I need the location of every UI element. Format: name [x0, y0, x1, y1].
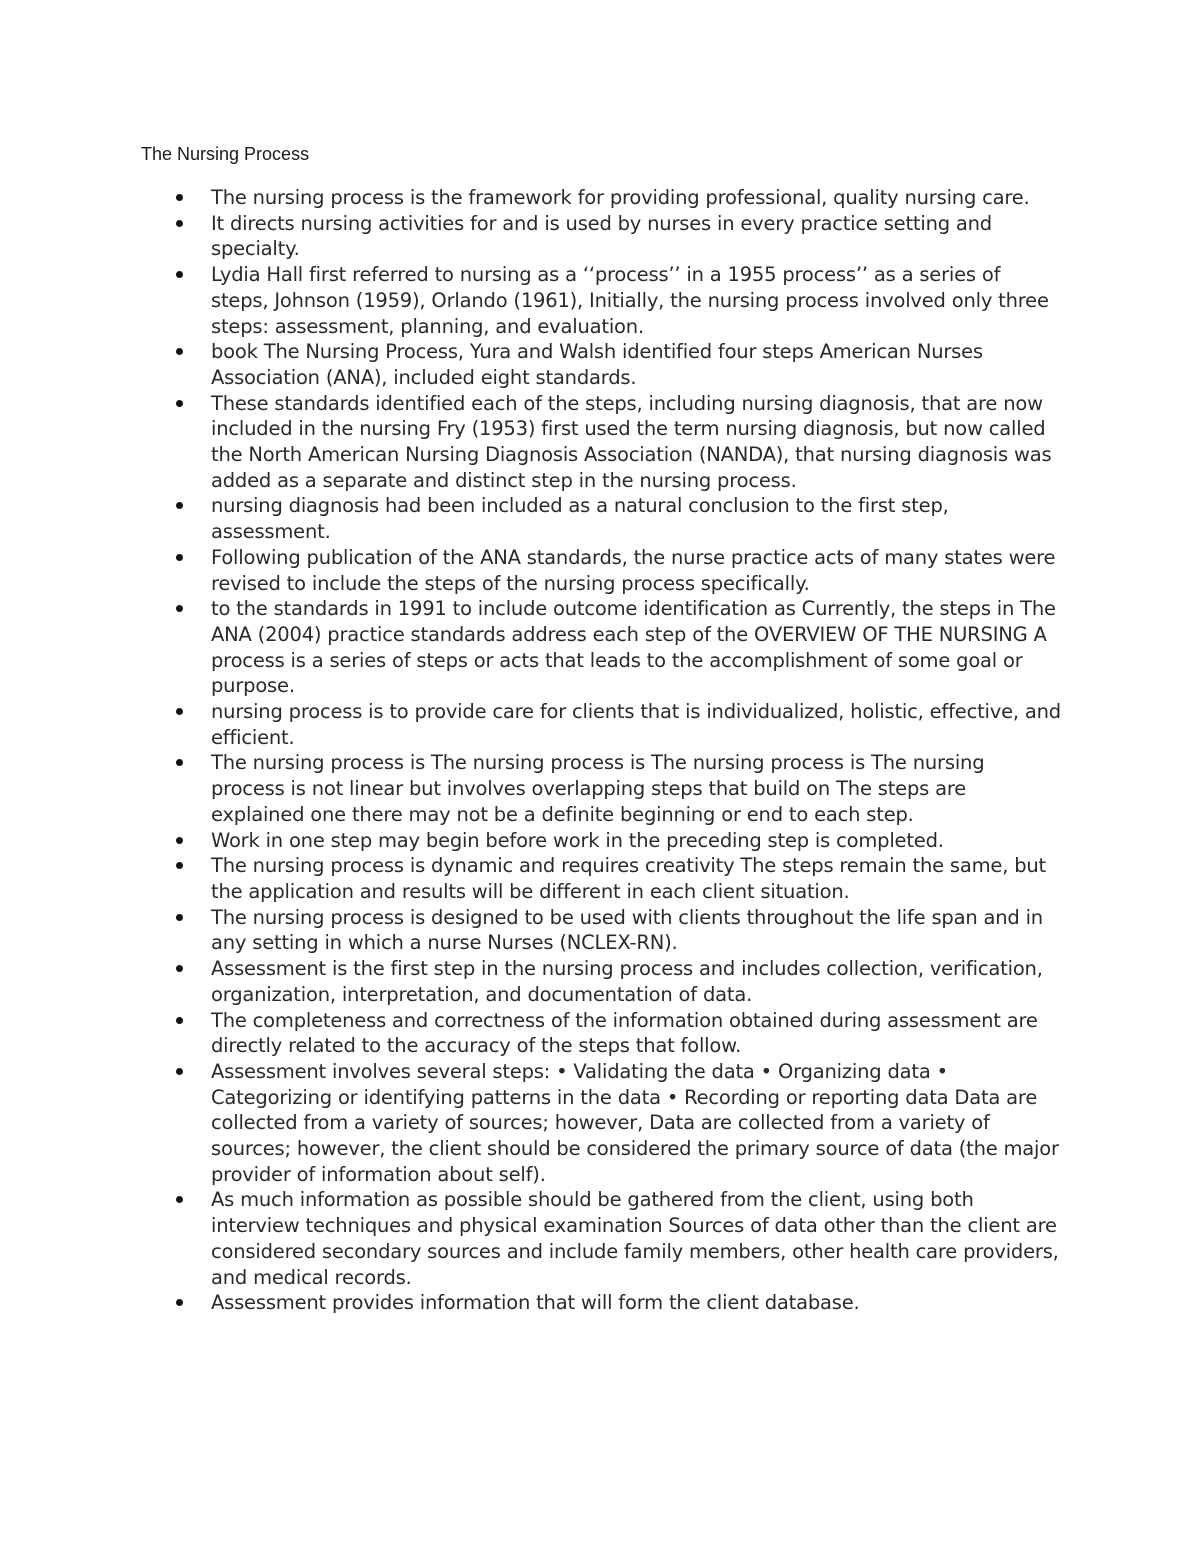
bullet-item: [0, 596, 1061, 699]
bullet-text: The nursing process is the framework for providing professional, quality nursing care.: [211, 186, 1030, 209]
bullet-item: [0, 1187, 1061, 1290]
bullet-text: Assessment is the first step in the nursing process and includes collection, verification, organization, interpretation, and documentation of data.: [211, 957, 1043, 1006]
bullet-item: [0, 699, 1061, 750]
bullet-icon: [176, 194, 183, 201]
bullet-icon: [176, 554, 183, 561]
bullet-list: [0, 185, 1200, 1316]
bullet-text: to the standards in 1991 to include outcome identification as Currently, the steps in The ANA (2004) practice standards address each step of the OVERVIEW OF THE NURSING A process is a series of steps or acts that leads to the accomplishment of some goal or purpose.: [211, 597, 1056, 698]
bullet-text: The completeness and correctness of the information obtained during assessment are directly related to the accuracy of the steps that follow.: [211, 1008, 1038, 1058]
bullet-icon: [176, 220, 183, 227]
bullet-item: [0, 1008, 1061, 1059]
bullet-text: Work in one step may begin before work in the preceding step is completed.: [211, 828, 944, 852]
bullet-text: Lydia Hall first referred to nursing as a ‘‘process’’ in a 1955 process’’ as a series of steps, Johnson (1959), Orlando (1961), Initially, the nursing process involved only three steps: assessment, planning, and evaluation.: [211, 263, 1049, 338]
bullet-icon: [176, 348, 183, 355]
bullet-icon: [176, 400, 183, 407]
bullet-icon: [176, 1068, 183, 1075]
document-title: The Nursing Process: [141, 144, 310, 164]
bullet-item: [0, 185, 1061, 211]
bullet-icon: [176, 837, 183, 844]
bullet-item: [0, 262, 1061, 339]
bullet-item: [0, 211, 1061, 262]
bullet-icon: [176, 914, 183, 921]
bullet-item: [0, 750, 1061, 827]
bullet-item: [0, 493, 1061, 544]
bullet-text: book The Nursing Process, Yura and Walsh identified four steps American Nurses Association (ANA), included eight standards.: [211, 340, 983, 389]
bullet-icon: [176, 502, 183, 509]
bullet-text: The nursing process is dynamic and requires creativity The steps remain the same, but the application and results will be different in each client situation.: [211, 854, 1047, 903]
bullet-item: [0, 853, 1061, 904]
bullet-text: These standards identified each of the steps, including nursing diagnosis, that are now included in the nursing Fry (1953) first used the term nursing diagnosis, but now called the North American Nursing Diagnosis Association (NANDA), that nursing diagnosis was added as a separate and distinct step in the nursing process.: [211, 391, 1052, 492]
bullet-item: [0, 545, 1061, 596]
bullet-item: [0, 828, 1061, 854]
bullet-item: [0, 956, 1061, 1007]
bullet-item: [0, 339, 1061, 390]
bullet-icon: [176, 759, 183, 766]
bullet-icon: [176, 1299, 183, 1306]
bullet-text: Assessment involves several steps: • Validating the data • Organizing data • Categorizing or identifying patterns in the data • Recording or reporting data Data are collected from a variety of sources; however, Data are collected from a variety of sources; however, the client should be considered the primary source of data (the major provider of information about self).: [211, 1059, 1059, 1186]
bullet-text: It directs nursing activities for and is used by nurses in every practice setting and specialty.: [211, 211, 992, 261]
bullet-icon: [176, 862, 183, 869]
bullet-icon: [176, 1196, 183, 1203]
bullet-item: [0, 905, 1061, 956]
bullet-text: Following publication of the ANA standards, the nurse practice acts of many states were revised to include the steps of the nursing process specifically.: [211, 545, 1056, 595]
bullet-item: [0, 1290, 1061, 1316]
bullet-icon: [176, 605, 183, 612]
bullet-item: [0, 1059, 1061, 1188]
bullet-text: The nursing process is designed to be used with clients throughout the life span and in any setting in which a nurse Nurses (NCLEX-RN).: [211, 905, 1043, 955]
bullet-text: The nursing process is The nursing process is The nursing process is The nursing process is not linear but involves overlapping steps that build on The steps are explained one there may not be a definite beginning or end to each step.: [211, 751, 985, 826]
bullet-icon: [176, 965, 183, 972]
bullet-text: nursing diagnosis had been included as a natural conclusion to the first step, assessment.: [211, 494, 949, 544]
bullet-icon: [176, 271, 183, 278]
bullet-icon: [176, 708, 183, 715]
bullet-text: Assessment provides information that will form the client database.: [211, 1291, 860, 1315]
bullet-icon: [176, 1017, 183, 1024]
bullet-text: As much information as possible should be gathered from the client, using both interview techniques and physical examination Sources of data other than the client are considered secondary sources and include family members, other health care providers, and medical records.: [211, 1188, 1059, 1289]
bullet-item: [0, 391, 1061, 494]
bullet-text: nursing process is to provide care for clients that is individualized, holistic, effective, and efficient.: [211, 700, 1061, 749]
